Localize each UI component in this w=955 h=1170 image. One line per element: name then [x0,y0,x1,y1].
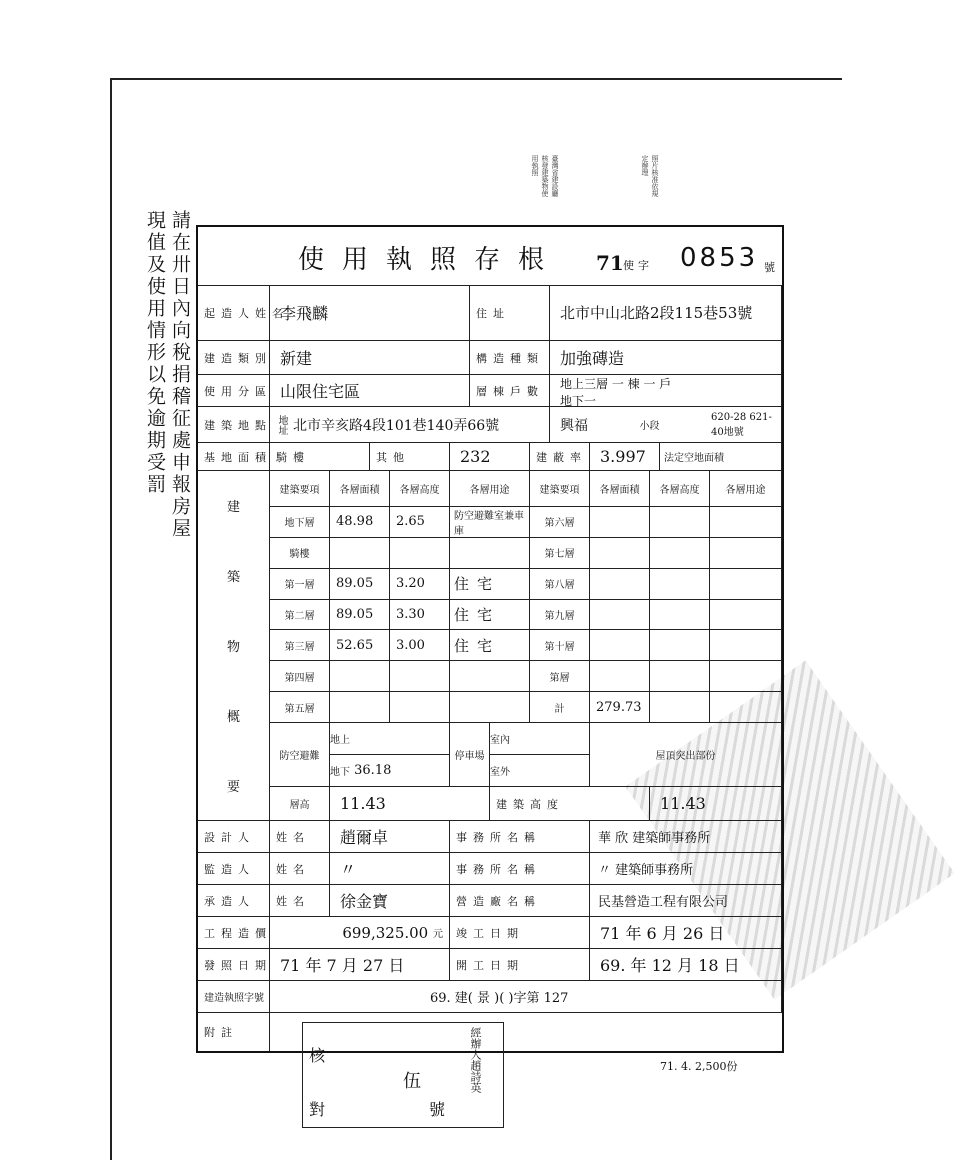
review-seal [302,1022,504,1128]
seal-hao: 號 [429,1100,446,1119]
floor-height-right [650,538,710,569]
builder-office: 民基營造工程有限公司 [590,885,782,917]
bheight-label: 建築高度 [490,787,650,821]
lot-sub: 小段 [639,421,660,432]
type-value: 新建 [270,341,470,375]
floors-value [550,375,782,407]
designer-office-label: 事務所名稱 [450,821,590,853]
site-lot [550,407,782,443]
seal-wu: 伍 [403,1071,421,1092]
designer-name-label: 姓名 [270,821,330,853]
floor-use-right [710,630,782,661]
floor-use [450,538,530,569]
side-label-2: 築 [226,570,240,586]
floor-name: 第一層 [270,569,330,600]
start-label: 開工日期 [450,949,590,981]
floor-area [330,692,390,723]
cost-value [270,917,450,949]
floor-name: 騎樓 [270,538,330,569]
floor-height-right [650,692,710,723]
seal-dui: 對 [309,1100,326,1119]
supervisor-name: 〃 [330,853,450,885]
builder-name: 徐金寶 [330,885,450,917]
floor-use-right [710,538,782,569]
head-item-r: 建築要項 [530,471,590,507]
floor-area-right [590,538,650,569]
summary-side-label [198,471,270,821]
floor-use: 防空避難室兼車庫 [450,507,530,538]
side-label-5: 要 [226,779,240,795]
start-date: 69. 年 12 月 18 日 [590,949,782,981]
site-address: 北市辛亥路4段101巷140弄66號 [293,417,500,434]
title-hao: 號 [764,261,775,274]
top-stamp-1: 臺灣省建設廳核發建築物使用執照 [531,155,559,197]
builder-name-label: 姓名 [270,885,330,917]
shelter-below-label: 地下 [330,767,350,778]
cost-amount: 699,325.00 [342,923,429,942]
floor-area: 89.05 [330,600,390,631]
head-height-r: 各層高度 [650,471,710,507]
site-value [270,407,550,443]
other-value: 232 [450,443,530,471]
done-label: 竣工日期 [450,917,590,949]
height-value: 11.43 [330,787,490,821]
floor-area [330,538,390,569]
floor-height-right [650,661,710,692]
builder-office-label: 營造廠名稱 [450,885,590,917]
floor-height: 2.65 [390,507,450,538]
builder-label: 承造人 [198,885,270,917]
floors-above: 地上三層 一 棟 一 戶 [560,377,672,391]
floor-height-right [650,569,710,600]
struct-label: 構造種類 [470,341,550,375]
lot-number: 620-28 621-40地號 [711,411,772,438]
parking-label: 停車場 [450,723,490,787]
owner-address: 北市中山北路2段115巷53號 [550,285,782,341]
floors-label: 層棟戶數 [470,375,550,407]
legal-space: 法定空地面積 [660,443,782,471]
permit-value: 69. 建( 景 )( )字第 127 [270,981,782,1013]
owner-name: 李飛麟 [270,285,470,341]
side-label-4: 概 [226,709,240,725]
shelter-below [330,755,450,787]
designer-label: 設計人 [198,821,270,853]
floor-name-right: 第層 [530,661,590,692]
side-notice: 請在卅日內向稅捐稽征處申報房屋現值及使用情形以免逾期受罰 [144,210,191,540]
roof-label: 屋頂突出部份 [590,723,782,787]
permit-number: 0853 [680,243,759,273]
head-area-r: 各層面積 [590,471,650,507]
issue-label: 發照日期 [198,949,270,981]
floor-area-right [590,630,650,661]
floor-area-right [590,600,650,631]
head-use-r: 各層用途 [710,471,782,507]
site-label: 建築地點 [198,407,270,443]
addr-label: 住址 [470,285,550,341]
floor-height-right [650,507,710,538]
cover-label: 建蔽率 [530,443,590,471]
floor-use: 住宅 [450,600,530,631]
title-row [198,227,782,286]
shelter-above: 地上 [330,723,450,755]
shelter-label: 防空避難 [270,723,330,787]
floor-name-right: 第九層 [530,600,590,631]
floor-height-right [650,630,710,661]
shelter-below-value: 36.18 [354,763,392,778]
floor-area: 89.05 [330,569,390,600]
type-label: 建造類別 [198,341,270,375]
note-label: 附註 [198,1013,270,1051]
floor-use [450,661,530,692]
side-label-3: 物 [226,639,240,655]
floor-name-right: 第七層 [530,538,590,569]
issue-date: 71 年 7 月 27 日 [270,949,450,981]
floor-use [450,692,530,723]
floor-name-right: 第八層 [530,569,590,600]
struct-value: 加強磚造 [550,341,782,375]
permit-label: 建造執照字號 [198,981,270,1013]
side-label-1: 建 [226,500,240,516]
floor-area-right [590,569,650,600]
height-label: 層高 [270,787,330,821]
floor-height-right [650,600,710,631]
designer-name: 趙爾卓 [330,821,450,853]
floor-area-right: 279.73 [590,692,650,723]
floor-name-right: 第六層 [530,507,590,538]
done-date: 71 年 6 月 26 日 [590,917,782,949]
bheight-value: 11.43 [650,787,782,821]
floors-below: 地下一 [560,394,597,408]
cover-value: 3.997 [590,443,660,471]
site-sub: 地址 [276,414,287,435]
head-use: 各層用途 [450,471,530,507]
supervisor-label: 監造人 [198,853,270,885]
lot-name: 興福 [560,417,588,434]
parking-out: 室外 [490,755,590,787]
floor-area: 52.65 [330,630,390,661]
floor-use-right [710,692,782,723]
floor-height: 3.30 [390,600,450,631]
floor-name: 第二層 [270,600,330,631]
seal-officer: 經辦人趙詩英 [469,1027,482,1093]
seal-he: 核 [309,1046,326,1065]
floor-use: 住宅 [450,569,530,600]
supervisor-office: 〃 建築師事務所 [590,853,782,885]
page-title: 使用執照存根 [298,245,563,275]
floor-use-right [710,600,782,631]
floor-area: 48.98 [330,507,390,538]
floor-height: 3.20 [390,569,450,600]
owner-label: 起造人姓名 [198,285,270,341]
floor-use-right [710,569,782,600]
floor-name: 第三層 [270,630,330,661]
parking-in: 室內 [490,723,590,755]
arcade-label: 騎樓 [270,443,370,471]
floor-name: 地下層 [270,507,330,538]
other-label: 其他 [370,443,450,471]
floor-name-right: 計 [530,692,590,723]
floor-use-right [710,661,782,692]
title-year: 71 [596,251,624,275]
floor-height [390,692,450,723]
floor-height: 3.00 [390,630,450,661]
top-stamp-2: 照片核准依規定辦理 [641,155,659,197]
permit-table [196,225,784,1053]
title-zi: 使字 [623,259,653,272]
zone-value: 山限住宅區 [270,375,470,407]
floor-height [390,661,450,692]
cost-label: 工程造價 [198,917,270,949]
supervisor-office-label: 事務所名稱 [450,853,590,885]
cost-unit: 元 [433,929,443,940]
floor-use-right [710,507,782,538]
floor-name: 第五層 [270,692,330,723]
floor-name: 第四層 [270,661,330,692]
floor-name-right: 第十層 [530,630,590,661]
floor-area [330,661,390,692]
floor-height [390,538,450,569]
floor-use: 住宅 [450,630,530,661]
print-footer: 71. 4. 2,500份 [660,1060,738,1073]
zone-label: 使用分區 [198,375,270,407]
area-label: 基地面積 [198,443,270,471]
supervisor-name-label: 姓名 [270,853,330,885]
head-item: 建築要項 [270,471,330,507]
head-area: 各層面積 [330,471,390,507]
floor-area-right [590,661,650,692]
floor-area-right [590,507,650,538]
designer-office: 華 欣 建築師事務所 [590,821,782,853]
head-height: 各層高度 [390,471,450,507]
